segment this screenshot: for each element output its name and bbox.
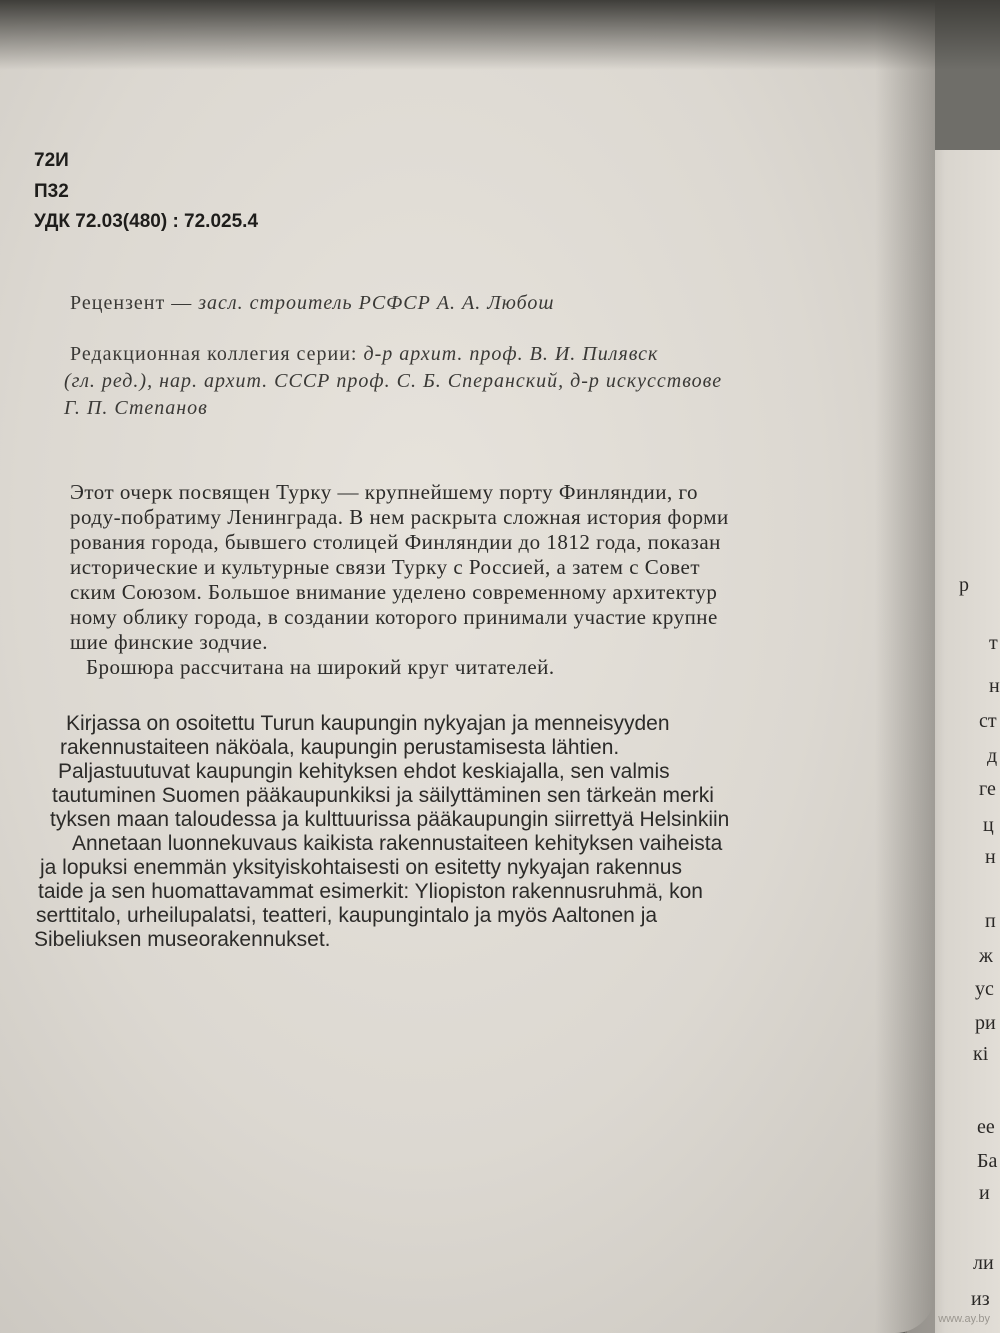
- reviewer-line: [70, 292, 555, 315]
- right-page-fragment: д: [987, 745, 998, 767]
- abstract-ru-line: шие финские зодчие.: [70, 630, 269, 654]
- top-shadow: [0, 0, 1000, 70]
- watermark: www.ay.by: [938, 1313, 990, 1325]
- right-page-fragment: ри: [975, 1012, 996, 1034]
- abstract-fi-line: rakennustaiteen näköala, kaupungin perustamisesta lähtien.: [60, 736, 620, 759]
- right-page-fragment: ц: [983, 814, 994, 836]
- author-mark: П32: [34, 181, 69, 202]
- editorial-board-text: д-р архит. проф. В. И. Пилявск: [363, 343, 659, 365]
- abstract-fi-line: ja lopuksi enemmän yksityiskohtaisesti on esitetty nykyajan rakennus: [40, 856, 682, 879]
- right-page-fragment: и: [979, 1182, 990, 1204]
- right-page-fragment: из: [971, 1288, 990, 1310]
- abstract-fi-line: taide ja sen huomattavammat esimerkit: Yliopiston rakennusruhmä, kon: [38, 880, 703, 903]
- editorial-board-line: [70, 343, 658, 366]
- right-page-fragment: ее: [977, 1116, 995, 1138]
- right-page-fragment: кі: [973, 1043, 989, 1065]
- abstract-ru-line: исторические и культурные связи Турку с Россией, а затем с Совет: [70, 555, 701, 579]
- abstract-fi-line: Sibeliuksen museorakennukset.: [34, 928, 331, 951]
- abstract-ru-line: Этот очерк посвящен Турку — крупнейшему порту Финляндии, го: [70, 480, 699, 504]
- abstract-ru-line: ному облику города, в создании которого принимали участие крупне: [70, 605, 718, 629]
- right-page-fragment: ус: [975, 978, 994, 1000]
- editorial-board-line: (гл. ред.), нар. архит. СССР проф. С. Б. Сперанский, д-р искусствове: [64, 370, 723, 392]
- right-page-fragment: ж: [979, 945, 993, 967]
- abstract-fi-line: tautuminen Suomen pääkaupunkiksi ja säilyttäminen sen tärkeän merki: [52, 784, 714, 807]
- abstract-ru-line: Брошюра рассчитана на широкий круг читателей.: [86, 655, 555, 679]
- right-page-fragment: ст: [979, 710, 997, 732]
- abstract-fi-line: Kirjassa on osoitettu Turun kaupungin nykyajan ja menneisyyden: [66, 712, 670, 735]
- reviewer-label: Рецензент —: [70, 292, 193, 314]
- abstract-ru-line: рования города, бывшего столицей Финляндии до 1812 года, показан: [70, 530, 721, 554]
- right-page-fragment: р: [959, 574, 969, 596]
- right-page-fragment: н: [989, 675, 1000, 697]
- classification-code: 72И: [34, 150, 69, 171]
- abstract-fi-line: Paljastuutuvat kaupungin kehityksen ehdot keskiajalla, sen valmis: [58, 760, 670, 783]
- right-page-fragment: т: [989, 632, 998, 654]
- abstract-fi-line: tyksen maan taloudessa ja kulttuurissa pääkaupungin siirrettyä Helsinkiin: [50, 808, 730, 831]
- abstract-fi-line: Annetaan luonnekuvaus kaikista rakennustaiteen kehityksen vaiheista: [72, 832, 723, 855]
- right-page-fragment: ли: [973, 1252, 994, 1274]
- right-page-fragment: п: [985, 910, 996, 932]
- abstract-fi-line: serttitalo, urheilupalatsi, teatteri, kaupungintalo ja myös Aaltonen ja: [36, 904, 658, 927]
- right-page-fragment: ге: [979, 778, 996, 800]
- abstract-ru-line: роду-побратиму Ленинграда. В нем раскрыта сложная история форми: [70, 505, 729, 529]
- right-page-fragment: Ба: [977, 1150, 998, 1172]
- udk-code: УДК 72.03(480) : 72.025.4: [34, 211, 259, 232]
- right-page-fragment: н: [985, 846, 996, 868]
- reviewer-name: засл. строитель РСФСР А. А. Любош: [198, 292, 555, 314]
- abstract-ru-line: ским Союзом. Большое внимание уделено современному архитектур: [70, 580, 718, 604]
- editorial-board-label: Редакционная коллегия серии:: [70, 343, 358, 365]
- editorial-board-line: Г. П. Степанов: [64, 397, 208, 419]
